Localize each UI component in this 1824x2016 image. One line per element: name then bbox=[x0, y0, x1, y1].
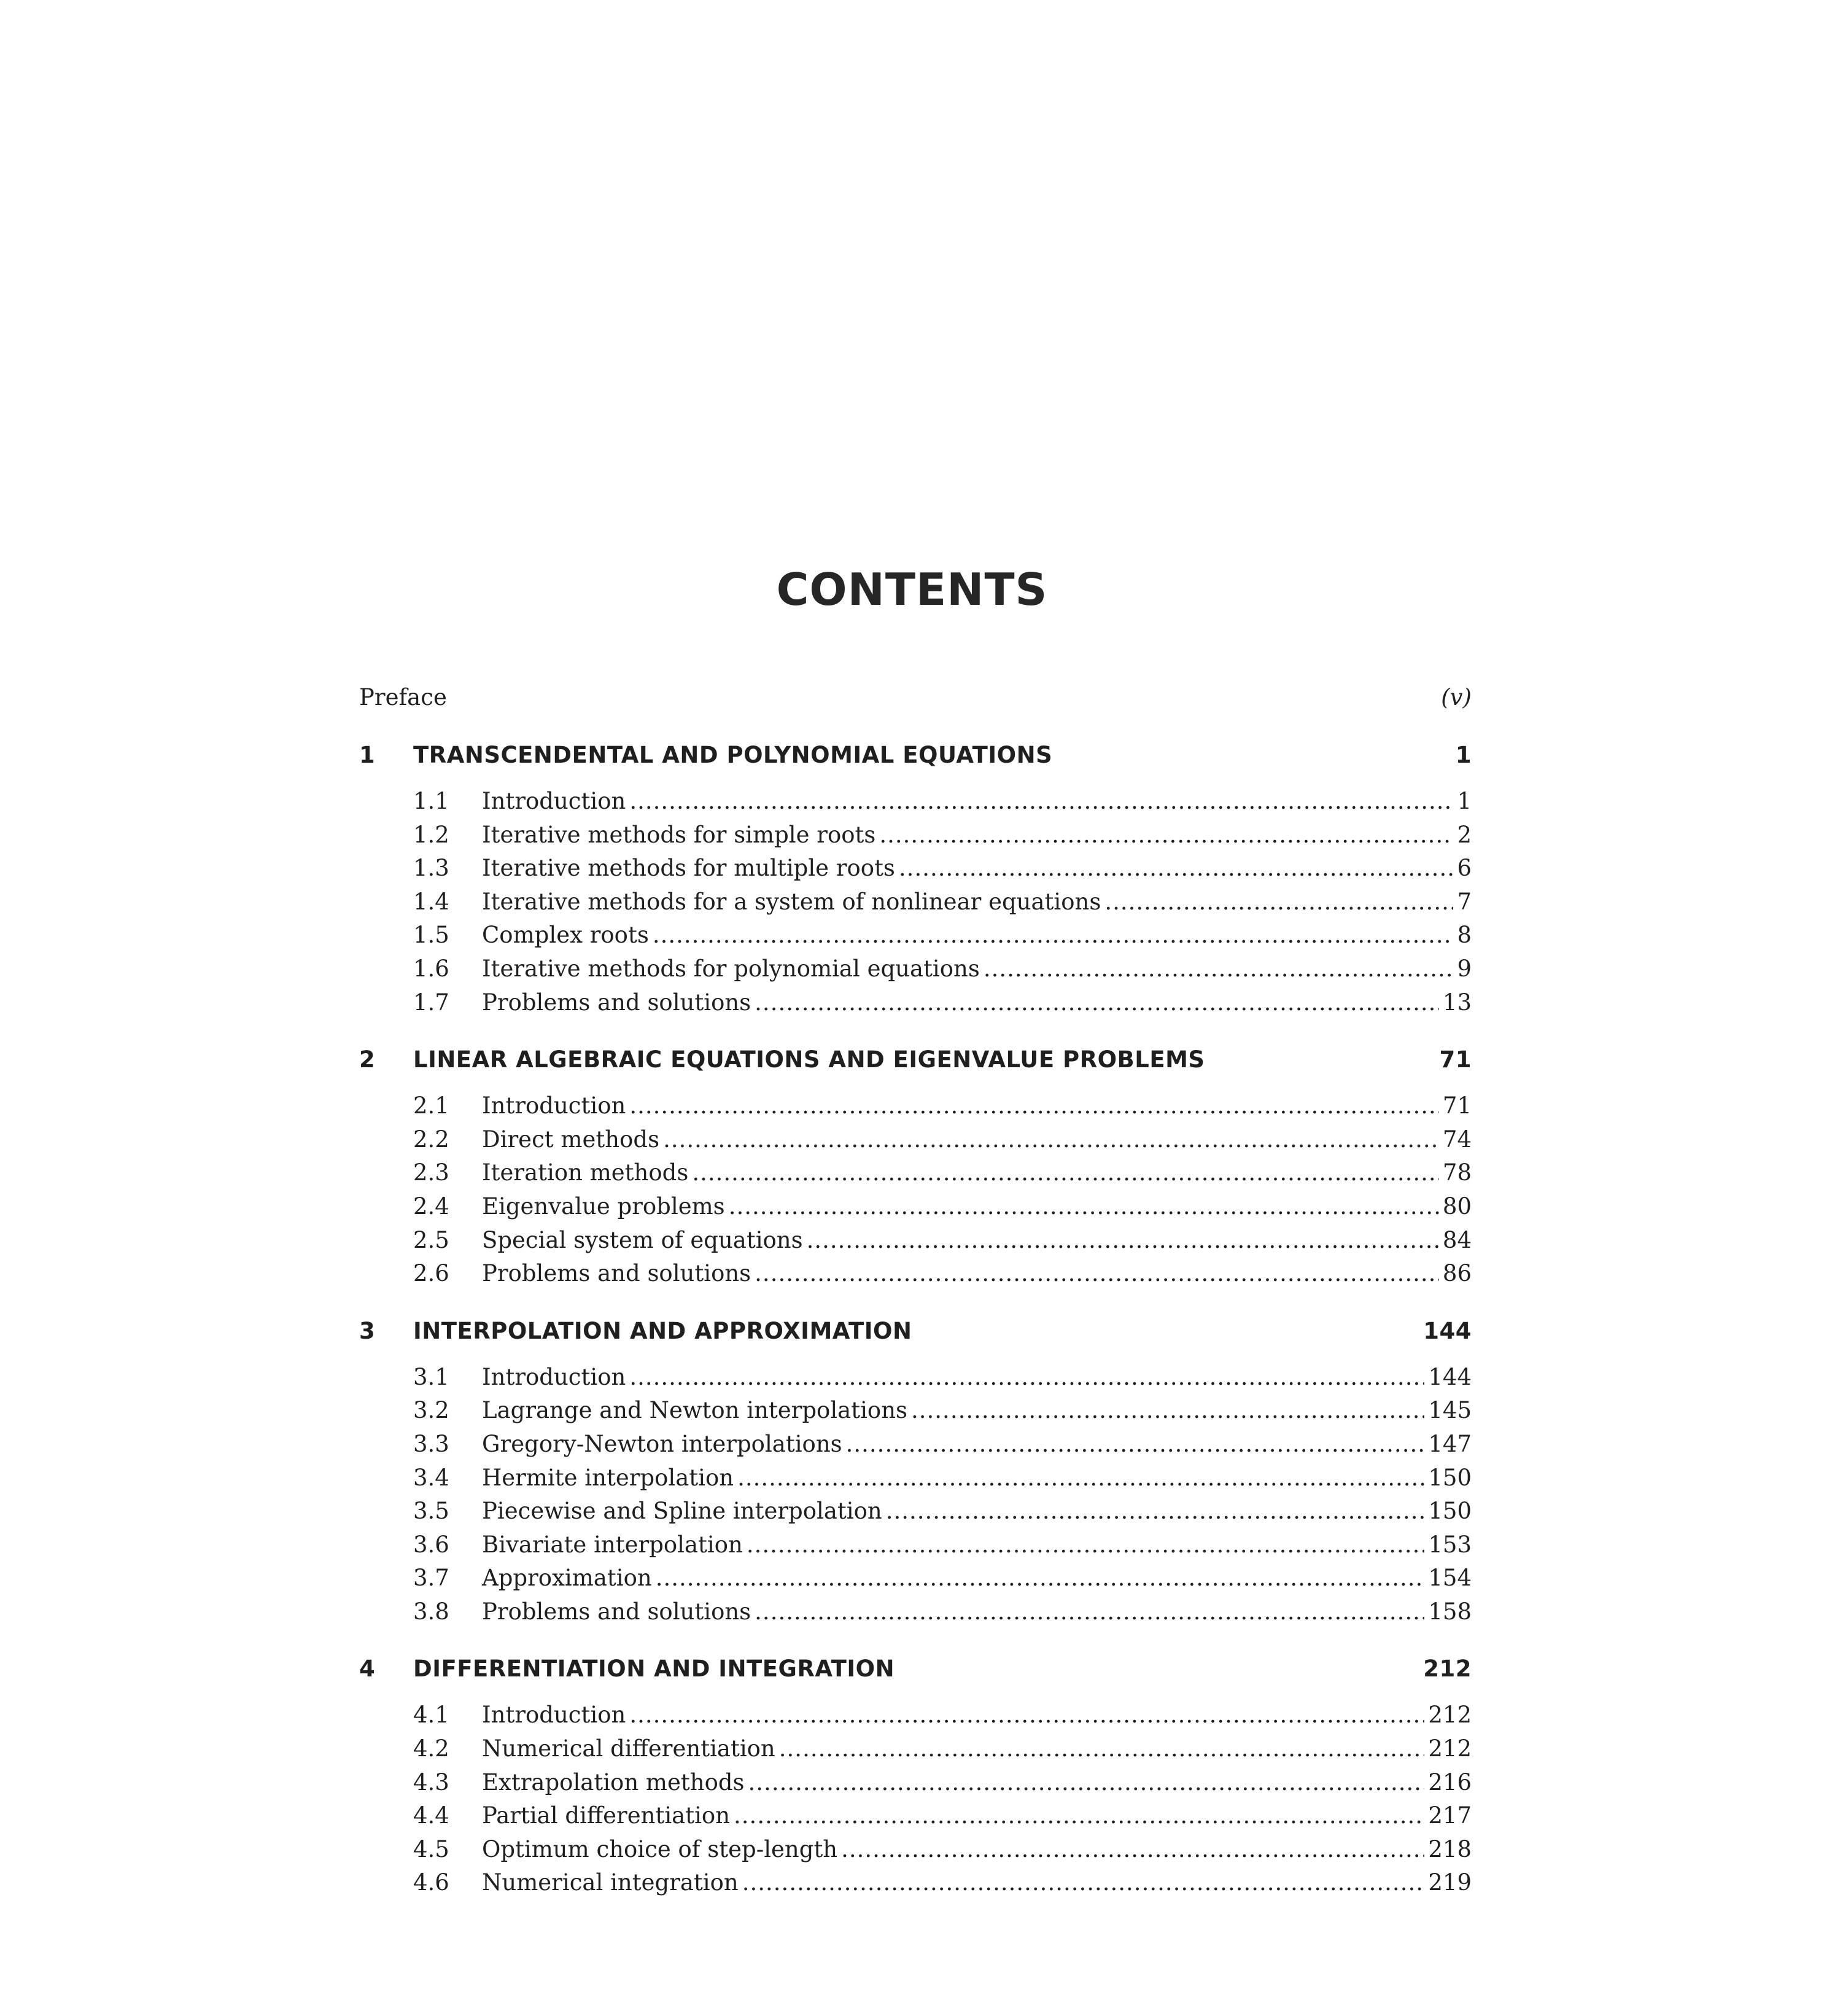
toc-section-entry bbox=[359, 1595, 1472, 1629]
section-title: Extrapolation methods bbox=[482, 1769, 745, 1796]
chapter-page-number: 1 bbox=[1455, 742, 1472, 768]
dot-leader bbox=[807, 1224, 1439, 1258]
section-number: 3.1 bbox=[413, 1363, 449, 1390]
section-title: Introduction bbox=[482, 1363, 626, 1390]
chapter-page-number: 71 bbox=[1439, 1046, 1472, 1073]
section-title: Optimum choice of step-length bbox=[482, 1835, 838, 1862]
section-number: 3.8 bbox=[413, 1598, 449, 1625]
dot-leader bbox=[748, 1766, 1425, 1800]
section-page-number: 80 bbox=[1442, 1193, 1472, 1220]
chapter-block bbox=[359, 1314, 1472, 1629]
page-title: CONTENTS bbox=[776, 564, 1048, 615]
toc-section-entry bbox=[359, 1257, 1472, 1291]
section-number: 3.4 bbox=[413, 1464, 449, 1491]
toc-section-entry bbox=[359, 1766, 1472, 1800]
section-title: Iteration methods bbox=[482, 1159, 689, 1186]
dot-leader bbox=[629, 785, 1453, 819]
toc-section-entry bbox=[359, 1562, 1472, 1595]
section-title: Partial differentiation bbox=[482, 1802, 731, 1829]
section-page-number: 147 bbox=[1428, 1430, 1472, 1457]
preface-label: Preface bbox=[359, 684, 447, 710]
chapter-heading bbox=[359, 738, 1472, 773]
section-page-number: 212 bbox=[1428, 1735, 1472, 1762]
section-title: Complex roots bbox=[482, 922, 649, 949]
section-page-number: 158 bbox=[1428, 1598, 1472, 1625]
section-page-number: 7 bbox=[1457, 888, 1472, 915]
toc-section-entry bbox=[359, 1089, 1472, 1123]
section-number: 2.1 bbox=[413, 1092, 449, 1119]
dot-leader bbox=[629, 1089, 1439, 1123]
section-title: Introduction bbox=[482, 1092, 626, 1119]
dot-leader bbox=[755, 1257, 1439, 1291]
section-page-number: 13 bbox=[1442, 989, 1472, 1016]
dot-leader bbox=[692, 1156, 1439, 1190]
section-page-number: 86 bbox=[1442, 1260, 1472, 1287]
section-page-number: 71 bbox=[1442, 1092, 1472, 1119]
toc-section-entry bbox=[359, 1799, 1472, 1833]
dot-leader bbox=[1104, 885, 1453, 919]
section-number: 3.7 bbox=[413, 1565, 449, 1592]
section-title: Numerical differentiation bbox=[482, 1735, 775, 1762]
section-title: Problems and solutions bbox=[482, 1598, 751, 1625]
section-title: Iterative methods for simple roots bbox=[482, 821, 876, 848]
section-number: 1.7 bbox=[413, 989, 449, 1016]
dot-leader bbox=[911, 1394, 1424, 1428]
dot-leader bbox=[899, 852, 1454, 885]
section-page-number: 150 bbox=[1428, 1464, 1472, 1491]
section-number: 1.2 bbox=[413, 821, 449, 848]
section-number: 2.3 bbox=[413, 1159, 449, 1186]
chapter-heading bbox=[359, 1314, 1472, 1349]
section-number: 2.6 bbox=[413, 1260, 449, 1287]
section-page-number: 2 bbox=[1457, 821, 1472, 848]
dot-leader bbox=[879, 819, 1453, 852]
toc-section-entry bbox=[359, 986, 1472, 1020]
chapter-number: 3 bbox=[359, 1317, 376, 1344]
chapter-block bbox=[359, 738, 1472, 1019]
section-title: Hermite interpolation bbox=[482, 1464, 734, 1491]
section-page-number: 78 bbox=[1442, 1159, 1472, 1186]
section-number: 3.6 bbox=[413, 1531, 449, 1558]
toc-preface-entry bbox=[359, 680, 1472, 715]
section-page-number: 153 bbox=[1428, 1531, 1472, 1558]
dot-leader bbox=[779, 1732, 1425, 1766]
section-page-number: 219 bbox=[1428, 1869, 1472, 1896]
section-page-number: 9 bbox=[1457, 955, 1472, 982]
dot-leader bbox=[742, 1866, 1425, 1900]
section-page-number: 217 bbox=[1428, 1802, 1472, 1829]
chapter-heading bbox=[359, 1652, 1472, 1686]
toc-section-entry bbox=[359, 1123, 1472, 1157]
section-title: Bivariate interpolation bbox=[482, 1531, 743, 1558]
section-page-number: 150 bbox=[1428, 1498, 1472, 1525]
chapter-number: 1 bbox=[359, 742, 376, 768]
dot-leader bbox=[629, 1361, 1424, 1395]
toc-section-entry bbox=[359, 1394, 1472, 1428]
table-of-contents bbox=[359, 680, 1472, 1900]
dot-leader bbox=[755, 1595, 1424, 1629]
chapter-title: TRANSCENDENTAL AND POLYNOMIAL EQUATIONS bbox=[413, 742, 1053, 768]
section-page-number: 84 bbox=[1442, 1226, 1472, 1253]
section-title: Piecewise and Spline interpolation bbox=[482, 1498, 882, 1525]
toc-section-entry bbox=[359, 1833, 1472, 1867]
section-title: Problems and solutions bbox=[482, 989, 751, 1016]
toc-section-entry bbox=[359, 1428, 1472, 1461]
section-number: 4.5 bbox=[413, 1835, 449, 1862]
section-number: 3.3 bbox=[413, 1430, 449, 1457]
toc-section-entry bbox=[359, 1866, 1472, 1900]
section-page-number: 212 bbox=[1428, 1702, 1472, 1729]
section-number: 4.2 bbox=[413, 1735, 449, 1762]
toc-section-entry bbox=[359, 1732, 1472, 1766]
section-title: Introduction bbox=[482, 1702, 626, 1729]
section-number: 1.4 bbox=[413, 888, 449, 915]
toc-section-entry bbox=[359, 1461, 1472, 1495]
toc-section-entry bbox=[359, 852, 1472, 885]
section-title: Iterative methods for a system of nonlinear equations bbox=[482, 888, 1101, 915]
dot-leader bbox=[841, 1833, 1424, 1867]
toc-section-entry bbox=[359, 885, 1472, 919]
section-number: 3.2 bbox=[413, 1397, 449, 1424]
toc-section-entry bbox=[359, 1156, 1472, 1190]
chapter-list bbox=[359, 738, 1472, 1900]
dot-leader bbox=[653, 919, 1454, 952]
dot-leader bbox=[846, 1428, 1425, 1461]
section-number: 4.3 bbox=[413, 1769, 449, 1796]
chapter-title: INTERPOLATION AND APPROXIMATION bbox=[413, 1317, 912, 1344]
section-number: 4.6 bbox=[413, 1869, 449, 1896]
dot-leader bbox=[656, 1562, 1425, 1595]
section-title: Iterative methods for polynomial equations bbox=[482, 955, 980, 982]
section-number: 1.6 bbox=[413, 955, 449, 982]
section-page-number: 216 bbox=[1428, 1769, 1472, 1796]
dot-leader bbox=[629, 1699, 1424, 1732]
section-page-number: 144 bbox=[1428, 1363, 1472, 1390]
section-number: 4.4 bbox=[413, 1802, 449, 1829]
chapter-block bbox=[359, 1652, 1472, 1900]
section-number: 1.1 bbox=[413, 788, 449, 814]
toc-section-entry bbox=[359, 1528, 1472, 1562]
section-page-number: 74 bbox=[1442, 1126, 1472, 1153]
section-page-number: 154 bbox=[1428, 1565, 1472, 1592]
section-page-number: 6 bbox=[1457, 855, 1472, 882]
dot-leader bbox=[886, 1495, 1425, 1528]
dot-leader bbox=[663, 1123, 1439, 1157]
chapter-heading bbox=[359, 1043, 1472, 1077]
section-number: 2.2 bbox=[413, 1126, 449, 1153]
section-number: 2.4 bbox=[413, 1193, 449, 1220]
dot-leader bbox=[729, 1190, 1439, 1224]
toc-section-entry bbox=[359, 1361, 1472, 1395]
dot-leader bbox=[984, 952, 1454, 986]
toc-section-entry bbox=[359, 1699, 1472, 1732]
chapter-page-number: 144 bbox=[1423, 1317, 1472, 1344]
dot-leader bbox=[737, 1461, 1424, 1495]
section-title: Introduction bbox=[482, 788, 626, 814]
toc-section-entry bbox=[359, 1495, 1472, 1528]
section-title: Direct methods bbox=[482, 1126, 660, 1153]
section-title: Special system of equations bbox=[482, 1226, 803, 1253]
toc-section-entry bbox=[359, 952, 1472, 986]
section-title: Lagrange and Newton interpolations bbox=[482, 1397, 908, 1424]
toc-section-entry bbox=[359, 785, 1472, 819]
toc-section-entry bbox=[359, 819, 1472, 852]
chapter-number: 2 bbox=[359, 1046, 376, 1073]
chapter-number: 4 bbox=[359, 1656, 376, 1683]
section-number: 4.1 bbox=[413, 1702, 449, 1729]
section-page-number: 8 bbox=[1457, 922, 1472, 949]
section-title: Approximation bbox=[482, 1565, 652, 1592]
chapter-title: DIFFERENTIATION AND INTEGRATION bbox=[413, 1656, 895, 1683]
preface-page-number: (v) bbox=[1441, 684, 1472, 710]
section-number: 1.5 bbox=[413, 922, 449, 949]
section-page-number: 1 bbox=[1457, 788, 1472, 814]
chapter-block bbox=[359, 1043, 1472, 1291]
section-title: Numerical integration bbox=[482, 1869, 739, 1896]
section-number: 3.5 bbox=[413, 1498, 449, 1525]
section-number: 2.5 bbox=[413, 1226, 449, 1253]
chapter-title: LINEAR ALGEBRAIC EQUATIONS AND EIGENVALUE PROBLEMS bbox=[413, 1046, 1205, 1073]
section-page-number: 218 bbox=[1428, 1835, 1472, 1862]
section-title: Gregory-Newton interpolations bbox=[482, 1430, 842, 1457]
section-title: Iterative methods for multiple roots bbox=[482, 855, 895, 882]
chapter-page-number: 212 bbox=[1423, 1656, 1472, 1683]
toc-section-entry bbox=[359, 1190, 1472, 1224]
toc-section-entry bbox=[359, 919, 1472, 952]
section-page-number: 145 bbox=[1428, 1397, 1472, 1424]
toc-section-entry bbox=[359, 1224, 1472, 1258]
dot-leader bbox=[747, 1528, 1425, 1562]
section-title: Problems and solutions bbox=[482, 1260, 751, 1287]
section-title: Eigenvalue problems bbox=[482, 1193, 725, 1220]
dot-leader bbox=[755, 986, 1439, 1020]
dot-leader bbox=[734, 1799, 1424, 1833]
section-number: 1.3 bbox=[413, 855, 449, 882]
